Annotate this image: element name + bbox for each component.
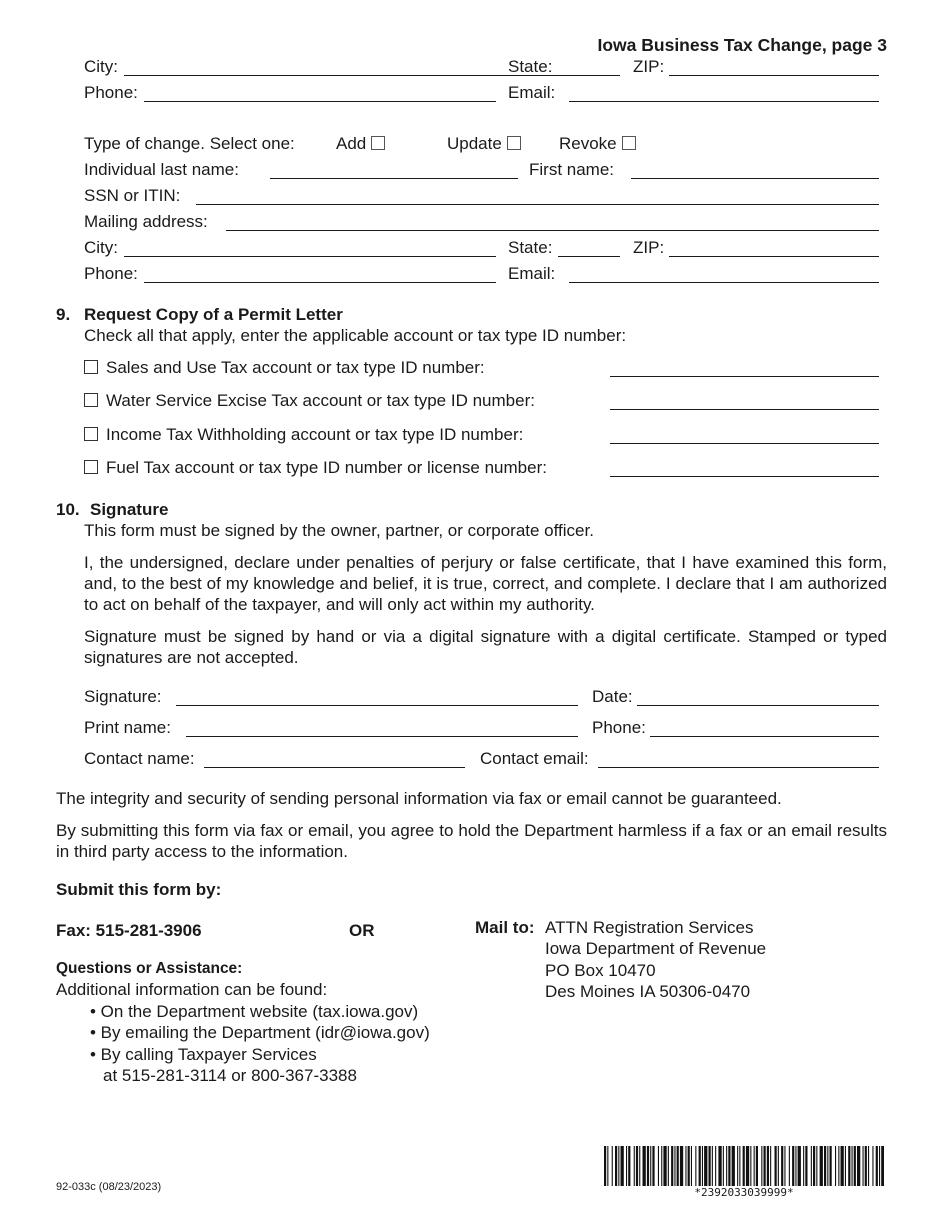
barcode-bar: [699, 1146, 701, 1186]
update-checkbox[interactable]: [507, 136, 521, 150]
barcode-bar: [754, 1146, 755, 1186]
barcode-bar: [647, 1146, 649, 1186]
signer-phone-field[interactable]: [650, 718, 879, 737]
barcode-bar: [775, 1146, 777, 1186]
section9-instruction: Check all that apply, enter the applicable account or tax type ID number:: [84, 326, 627, 345]
contact-name-field[interactable]: [204, 749, 465, 768]
barcode-bar: [626, 1146, 627, 1186]
barcode-bar: [607, 1146, 608, 1186]
mailing-label: Mailing address:: [84, 212, 208, 231]
barcode-bar: [674, 1146, 675, 1186]
barcode-bar: [743, 1146, 745, 1186]
barcode-bar: [695, 1146, 696, 1186]
permit-sales-checkbox[interactable]: [84, 360, 98, 374]
barcode-bar: [658, 1146, 659, 1186]
change-type-prompt: Type of change. Select one:: [84, 134, 295, 153]
permit-item: [84, 458, 884, 480]
mail-label: Mail to:: [475, 918, 535, 937]
section9-number: 9.: [56, 305, 71, 324]
zip-label: ZIP:: [633, 57, 665, 76]
barcode-bar: [865, 1146, 867, 1186]
barcode-bar: [726, 1146, 727, 1186]
mail-line: PO Box 10470: [545, 961, 656, 980]
barcode-bar: [813, 1146, 815, 1186]
permit-item: [84, 391, 884, 413]
barcode-bar: [761, 1146, 762, 1186]
phone-label: Phone:: [84, 83, 138, 102]
page-title: Iowa Business Tax Change, page 3: [597, 35, 887, 55]
signature-row: [84, 687, 884, 709]
barcode-bar: [685, 1146, 686, 1186]
barcode-bar: [718, 1146, 721, 1186]
last-name-field[interactable]: [270, 160, 518, 179]
barcode-bar: [781, 1146, 783, 1186]
city-row-b: [84, 238, 884, 260]
state-field[interactable]: [558, 57, 620, 76]
barcode-bar: [863, 1146, 864, 1186]
barcode-bar: [811, 1146, 812, 1186]
phone-row-b: [84, 264, 884, 286]
ssn-field[interactable]: [196, 186, 879, 205]
barcode-bar: [732, 1146, 735, 1186]
barcode-bar: [835, 1146, 836, 1186]
barcode-bar: [879, 1146, 880, 1186]
barcode-bar: [639, 1146, 640, 1186]
zip-field[interactable]: [669, 238, 879, 257]
barcode-bar: [778, 1146, 779, 1186]
assistance-intro: Additional information can be found:: [56, 980, 328, 999]
barcode-image: [604, 1146, 884, 1186]
barcode-bar: [709, 1146, 711, 1186]
change-add-option[interactable]: [336, 134, 385, 154]
barcode-bar: [704, 1146, 707, 1186]
ssn-row: [84, 186, 884, 208]
state-field[interactable]: [558, 238, 620, 257]
email-label: Email:: [508, 83, 556, 102]
barcode-bar: [857, 1146, 860, 1186]
barcode-bar: [881, 1146, 884, 1186]
submit-heading: Submit this form by:: [56, 880, 222, 899]
mail-line: Des Moines IA 50306-0470: [545, 982, 751, 1001]
barcode-bar: [621, 1146, 624, 1186]
barcode-bar: [798, 1146, 801, 1186]
barcode-bar: [612, 1146, 613, 1186]
permit-withholding-label: Income Tax Withholding account or tax type ID number:: [106, 425, 524, 444]
mail-line: ATTN Registration Services: [545, 918, 754, 937]
barcode-bar: [604, 1146, 606, 1186]
contact-row: [84, 749, 884, 771]
change-update-option[interactable]: [447, 134, 521, 154]
barcode-bar: [668, 1146, 669, 1186]
signature-requirement: This form must be signed by the owner, partner, or corporate officer.: [84, 521, 594, 540]
permit-sales-label: Sales and Use Tax account or tax type ID number:: [106, 358, 485, 377]
assistance-bullet: • By emailing the Department (idr@iowa.gov): [90, 1023, 430, 1042]
barcode-bar: [650, 1146, 651, 1186]
barcode-bar: [789, 1146, 790, 1186]
barcode-bar: [628, 1146, 630, 1186]
barcode-bar: [770, 1146, 771, 1186]
barcode-bar: [661, 1146, 662, 1186]
date-field[interactable]: [637, 687, 879, 706]
signature-field[interactable]: [176, 687, 578, 706]
date-label: Date:: [592, 687, 633, 706]
ssn-label: SSN or ITIN:: [84, 186, 181, 205]
barcode-bar: [723, 1146, 724, 1186]
barcode-bar: [756, 1146, 758, 1186]
mailing-row: [84, 212, 884, 234]
barcode-bar: [876, 1146, 878, 1186]
fax-number: Fax: 515-281-3906: [56, 921, 202, 940]
barcode-bar: [824, 1146, 826, 1186]
permit-item: [84, 358, 884, 380]
mail-line: Iowa Department of Revenue: [545, 939, 767, 958]
print-name-field[interactable]: [186, 718, 578, 737]
permit-withholding-checkbox[interactable]: [84, 427, 98, 441]
contact-name-label: Contact name:: [84, 749, 195, 768]
barcode-bar: [792, 1146, 794, 1186]
assistance-bullet-cont: at 515-281-3114 or 800-367-3388: [103, 1066, 357, 1085]
signature-method-note: Signature must be signed by hand or via a digital signature with a digital certificate. Stamped or typed signatures are not accepted.: [84, 627, 887, 667]
security-notice: The integrity and security of sending personal information via fax or email cannot be guaranteed.: [56, 789, 782, 808]
permit-water-id-field[interactable]: [610, 391, 879, 410]
barcode-bar: [830, 1146, 832, 1186]
barcode-bar: [712, 1146, 713, 1186]
barcode-bar: [820, 1146, 823, 1186]
barcode-bar: [868, 1146, 869, 1186]
permit-withholding-id-field[interactable]: [610, 425, 879, 444]
contact-email-label: Contact email:: [480, 749, 589, 768]
barcode-bar: [677, 1146, 679, 1186]
add-checkbox[interactable]: [371, 136, 385, 150]
email-field[interactable]: [569, 83, 879, 102]
barcode-bar: [872, 1146, 873, 1186]
barcode-bar: [750, 1146, 751, 1186]
signature-label: Signature:: [84, 687, 162, 706]
barcode-bar: [848, 1146, 850, 1186]
barcode-bar: [841, 1146, 844, 1186]
barcode-bar: [688, 1146, 690, 1186]
assistance-bullet: • On the Department website (tax.iowa.gov): [90, 1002, 419, 1021]
section10-number: 10.: [56, 500, 80, 519]
section9-title: Request Copy of a Permit Letter: [84, 305, 343, 324]
city-field[interactable]: [124, 238, 496, 257]
barcode-bar: [803, 1146, 804, 1186]
barcode-bar: [636, 1146, 638, 1186]
barcode-bar: [767, 1146, 769, 1186]
barcode-bar: [838, 1146, 839, 1186]
barcode-bar: [784, 1146, 785, 1186]
barcode-bar: [746, 1146, 749, 1186]
assistance-heading: Questions or Assistance:: [56, 960, 243, 977]
phone-label: Phone:: [84, 264, 138, 283]
permit-water-checkbox[interactable]: [84, 393, 98, 407]
harmless-notice: By submitting this form via fax or email, you agree to hold the Department harmless if a fax or an email results in third party access to the information.: [56, 821, 887, 861]
barcode-bar: [680, 1146, 683, 1186]
barcode-bar: [795, 1146, 796, 1186]
permit-item: [84, 425, 884, 447]
barcode-bar: [805, 1146, 807, 1186]
permit-fuel-id-field[interactable]: [610, 458, 879, 477]
assistance-bullet: • By calling Taxpayer Services: [90, 1045, 317, 1064]
barcode-bar: [671, 1146, 673, 1186]
print-name-row: [84, 718, 884, 740]
revoke-checkbox[interactable]: [622, 136, 636, 150]
permit-fuel-label: Fuel Tax account or tax type ID number or license number:: [106, 458, 547, 477]
change-add-label: Add: [336, 134, 367, 153]
phone-label: Phone:: [592, 718, 646, 737]
barcode-bar: [618, 1146, 619, 1186]
perjury-declaration: I, the undersigned, declare under penalties of perjury or false certificate, that I have examined this form, and, to the best of my knowledge and belief, it is true, correct, and complete. I declare that I am authorized to act on behalf of the taxpayer, and will only act within my authority.: [84, 553, 887, 614]
or-separator: OR: [349, 921, 375, 940]
city-label: City:: [84, 57, 118, 76]
zip-field[interactable]: [669, 57, 879, 76]
barcode-bar: [737, 1146, 738, 1186]
barcode-bar: [715, 1146, 716, 1186]
permit-water-label: Water Service Excise Tax account or tax type ID number:: [106, 391, 535, 410]
phone-row-a: [84, 83, 884, 105]
mailing-field[interactable]: [226, 212, 879, 231]
barcode-bar: [634, 1146, 635, 1186]
permit-fuel-checkbox[interactable]: [84, 460, 98, 474]
barcode-bar: [652, 1146, 654, 1186]
barcode-bar: [816, 1146, 817, 1186]
change-revoke-option[interactable]: [559, 134, 636, 154]
city-label: City:: [84, 238, 118, 257]
barcode-bar: [702, 1146, 703, 1186]
name-row: [84, 160, 884, 182]
email-label: Email:: [508, 264, 556, 283]
phone-field[interactable]: [144, 83, 496, 102]
barcode-bar: [827, 1146, 828, 1186]
barcode-bar: [764, 1146, 766, 1186]
email-field[interactable]: [569, 264, 879, 283]
form-id: 92-033c (08/23/2023): [56, 1181, 162, 1193]
state-label: State:: [508, 238, 553, 257]
barcode-bar: [615, 1146, 617, 1186]
barcode-bar: [854, 1146, 856, 1186]
change-update-label: Update: [447, 134, 502, 153]
barcode-text: *2392033039999*: [694, 1186, 794, 1199]
permit-sales-id-field[interactable]: [610, 358, 879, 377]
first-name-label: First name:: [529, 160, 615, 179]
phone-field[interactable]: [144, 264, 496, 283]
barcode-bar: [739, 1146, 740, 1186]
section10-title: Signature: [90, 500, 169, 519]
contact-email-field[interactable]: [598, 749, 879, 768]
barcode-bar: [663, 1146, 666, 1186]
print-name-label: Print name:: [84, 718, 171, 737]
zip-label: ZIP:: [633, 238, 665, 257]
barcode-bar: [845, 1146, 846, 1186]
barcode-bar: [691, 1146, 692, 1186]
barcode-bar: [728, 1146, 730, 1186]
barcode-bar: [643, 1146, 646, 1186]
state-label: State:: [508, 57, 553, 76]
last-name-label: Individual last name:: [84, 160, 239, 179]
first-name-field[interactable]: [631, 160, 879, 179]
city-row-a: [84, 57, 884, 79]
barcode-bar: [852, 1146, 853, 1186]
change-revoke-label: Revoke: [559, 134, 617, 153]
